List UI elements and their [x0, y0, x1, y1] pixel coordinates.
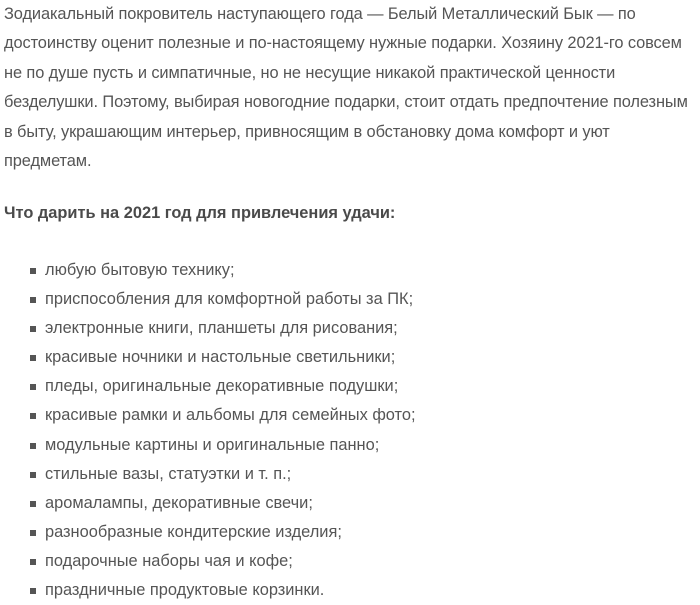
- bullet-icon: [30, 413, 36, 419]
- list-item: [4, 460, 416, 489]
- list-item-text: красивые ночники и настольные светильники;: [45, 348, 396, 367]
- list-item-text: подарочные наборы чая и кофе;: [45, 551, 293, 570]
- list-item: [4, 401, 416, 430]
- list-heading: Что дарить на 2021 год для привлечения удачи:: [4, 204, 396, 222]
- bullet-icon: [30, 559, 36, 565]
- article-content: [4, 0, 694, 600]
- list-item-text: электронные книги, планшеты для рисования;: [45, 319, 398, 338]
- bullet-icon: [30, 268, 36, 274]
- bullet-icon: [30, 355, 36, 361]
- bullet-icon: [30, 588, 36, 594]
- list-item-text: стильные вазы, статуэтки и т. п.;: [45, 464, 292, 483]
- list-item-text: пледы, оригинальные декоративные подушки;: [45, 377, 399, 396]
- bullet-icon: [30, 501, 36, 507]
- list-item: [4, 343, 416, 372]
- list-item-text: разнообразные кондитерские изделия;: [45, 522, 342, 541]
- bullet-icon: [30, 530, 36, 536]
- bullet-icon: [30, 384, 36, 390]
- list-item-text: красивые рамки и альбомы для семейных фото;: [45, 406, 416, 425]
- list-item: [4, 518, 416, 547]
- list-item: [4, 256, 416, 285]
- list-item-text: любую бытовую технику;: [45, 261, 235, 279]
- list-item: [4, 547, 416, 576]
- list-item: [4, 314, 416, 343]
- list-item-text: аромалампы, декоративные свечи;: [45, 493, 313, 512]
- list-item-text: приспособления для комфортной работы за ПК;: [45, 290, 414, 309]
- list-item: [4, 576, 416, 605]
- bullet-icon: [30, 443, 36, 449]
- list-item: [4, 431, 416, 460]
- list-item: [4, 489, 416, 518]
- list-item: [4, 372, 416, 401]
- list-item: [4, 285, 416, 314]
- bullet-icon: [30, 472, 36, 478]
- bullet-icon: [30, 326, 36, 332]
- list-item-text: модульные картины и оригинальные панно;: [45, 435, 380, 454]
- list-item-text: праздничные продуктовые корзинки.: [45, 581, 325, 600]
- gift-list: [4, 256, 416, 605]
- bullet-icon: [30, 297, 36, 303]
- intro-paragraph: Зодиакальный покровитель наступающего года — Белый Металлический Бык — по достоинству оценит полезные и по-настоящему нужные подарки. Хозяину 2021-го совсем не по душе пусть и симпатичные, но не несущие никакой практической ценности безделушки. Поэтому, выбирая новогодние подарки, стоит отдать предпочтение полезным в быту, украшающим интерьер, привносящим в обстановку дома комфорт и уют предметам.: [4, 5, 688, 171]
